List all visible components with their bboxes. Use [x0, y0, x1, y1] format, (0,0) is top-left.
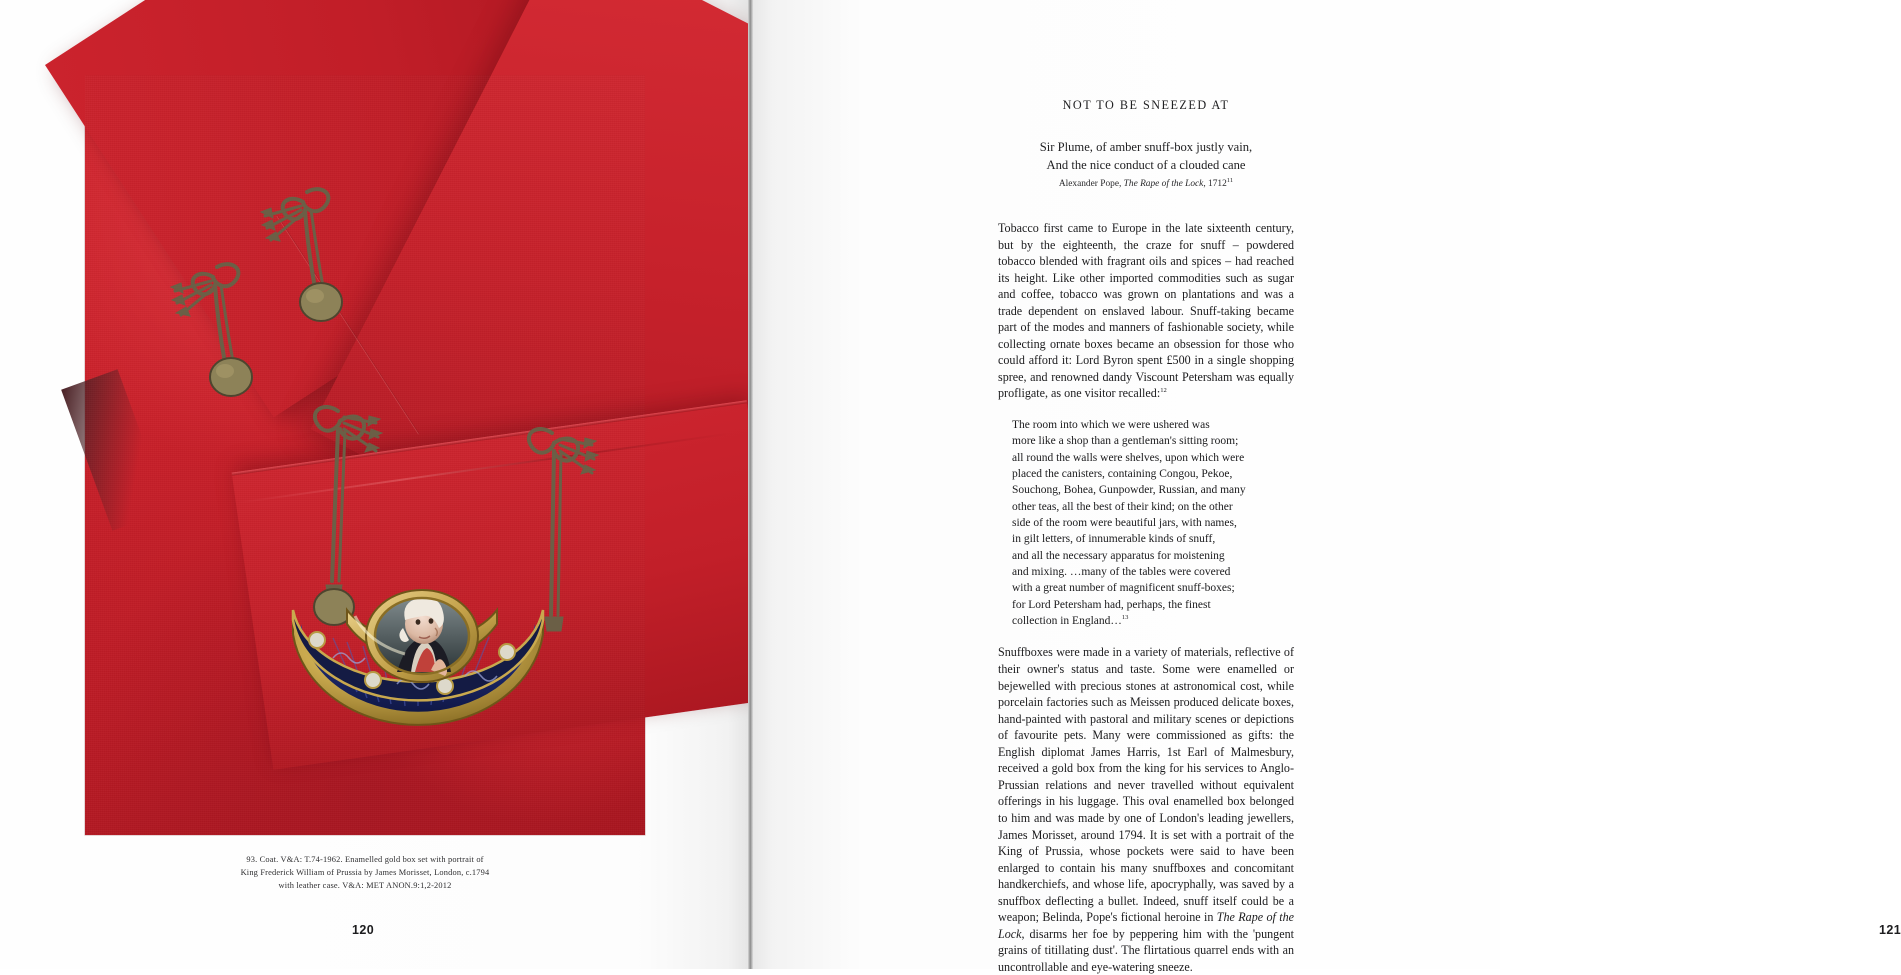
quote-line: Souchong, Bohea, Gunpowder, Russian, and many	[1012, 484, 1246, 497]
quote-line: in gilt letters, of innumerable kinds of snuff,	[1012, 533, 1216, 546]
paragraph-snuffboxes-title: The Rape of the Lock	[998, 910, 1294, 941]
epigraph-author: Alexander Pope,	[1058, 179, 1124, 189]
quote-line: for Lord Petersham had, perhaps, the finest	[1012, 598, 1211, 611]
quote-line-last	[1012, 613, 1284, 629]
quote-line: The room into which we were ushered was	[1012, 419, 1210, 432]
quote-footnote-marker: 13	[1121, 614, 1129, 622]
quote-line: other teas, all the best of their kind; on the other	[1012, 500, 1233, 513]
page-number-right: 121	[1879, 923, 1901, 937]
epigraph	[998, 139, 1294, 192]
figure-caption	[85, 853, 645, 893]
quote-line: and mixing. …many of the tables were covered	[1012, 566, 1231, 579]
figure-photograph	[85, 75, 645, 835]
paragraph-tobacco	[998, 220, 1294, 402]
left-page	[0, 0, 750, 969]
enamelled-gold-snuffbox	[285, 580, 550, 765]
photo-content	[85, 75, 645, 835]
paragraph-tobacco-footnote-marker: 12	[1160, 387, 1167, 395]
embroidery-motif-upper-left	[155, 255, 285, 405]
paragraph-tobacco-text: Tobacco first came to Europe in the late sixteenth century, but by the eighteenth, the craze for snuff – powdered tobacco blended with fragrant oils and spices – had reached its height. Like other imported commodities such as sugar and coffee, tobacco was grown on plantations and was a trade dependent on enslaved labour. Snuff-taking became part of the modes and manners of fashionable society, while collecting ornate boxes became an obsession for those who could afford it: Lord Byron spent £500 in a single shopping spree, and renowned dandy Viscount Petersham was equally profligate, as one visitor recalled:	[998, 221, 1294, 401]
quote-line: collection in England…	[1012, 615, 1122, 628]
quote-line: with a great number of magnificent snuff-boxes;	[1012, 582, 1235, 595]
epigraph-title: The Rape of the Lock	[1123, 179, 1204, 189]
quote-line: all round the walls were shelves, upon which were	[1012, 451, 1245, 464]
quote-line: placed the canisters, containing Congou, Pekoe,	[1012, 468, 1233, 481]
quote-line: side of the room were beautiful jars, with names,	[1012, 517, 1237, 530]
paragraph-snuffboxes-text-a: Snuffboxes were made in a variety of materials, reflective of their owner's status and taste. Some were enamelled or bejewelled with precious stones at astronomical cost, while porcelain factories such as Meissen produced delicate boxes, hand-painted with pastoral and military scenes or depictions of favourite pets. Many were commissioned as gifts: the English diplomat James Harris, 1st Earl of Malmesbury, received a gold box from the king for his services to Anglo-Prussian relations and never travelled without equivalent offerings in his luggage. This oval enamelled box belonged to him and was made by one of London's leading jewellers, James Morisset, around 1794. It is set with a portrait of the King of Prussia, whose pockets were said to have been enlarged to contain his many snuffboxes and concomitant handkerchiefs, and whose life, apocryphally, was saved by a snuffbox deflecting a bullet. Indeed, snuff itself could be a weapon; Belinda, Pope's fictional heroine in	[998, 645, 1294, 925]
epigraph-source	[998, 177, 1294, 192]
right-page	[750, 0, 1901, 974]
epigraph-line-2: And the nice conduct of a clouded cane	[1046, 157, 1246, 172]
page-number-left: 120	[352, 923, 375, 937]
paragraph-snuffboxes-text-b: , disarms her foe by peppering him with the 'pungent grains of titillating dust'. The flirtatious quarrel ends with an uncontrollable and eye-watering sneeze.	[998, 926, 1294, 974]
caption-line-1: 93. Coat. V&A: T.74-1962. Enamelled gold box set with portrait of	[246, 855, 484, 864]
epigraph-year: , 1712	[1203, 179, 1227, 189]
block-quote	[1012, 417, 1284, 629]
caption-line-2: King Frederick William of Prussia by James Morisset, London, c.1794	[240, 868, 490, 878]
section-title: NOT TO BE SNEEZED AT	[1062, 98, 1230, 112]
epigraph-footnote-marker: 11	[1226, 176, 1234, 184]
paragraph-snuffboxes	[998, 644, 1294, 975]
quote-line: more like a shop than a gentleman's sitting room;	[1012, 435, 1239, 448]
text-column	[998, 98, 1294, 975]
epigraph-line-1: Sir Plume, of amber snuff-box justly vain,	[1039, 140, 1253, 154]
quote-line: and all the necessary apparatus for moistening	[1012, 549, 1225, 562]
book-gutter	[748, 0, 753, 969]
caption-line-3: with leather case. V&A: MET ANON.9:1,2-2012	[278, 881, 452, 891]
